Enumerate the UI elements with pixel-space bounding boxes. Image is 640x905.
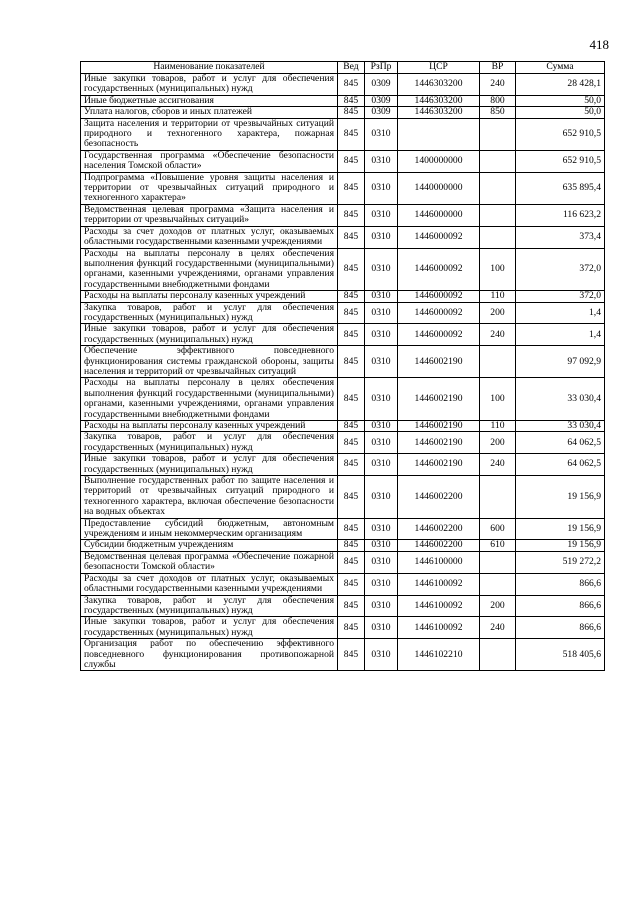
cell-csr: 1446002190 (398, 421, 480, 432)
cell-ved: 845 (338, 95, 365, 106)
cell-rzpr: 0310 (365, 118, 398, 150)
cell-csr: 1440000000 (398, 172, 480, 204)
cell-csr: 1446100092 (398, 573, 480, 595)
cell-ved: 845 (338, 204, 365, 226)
cell-name: Защита населения и территории от чрезвычайных ситуаций природного и техногенного характера, пожарная безопасность (81, 118, 338, 150)
cell-csr: 1446002190 (398, 454, 480, 476)
cell-vr: 240 (480, 454, 516, 476)
cell-name: Организация работ по обеспечению эффективного повседневного функционирования противопожарной службы (81, 639, 338, 671)
cell-vr: 200 (480, 432, 516, 454)
cell-ved: 845 (338, 226, 365, 248)
cell-name: Иные закупки товаров, работ и услуг для обеспечения государственных (муниципальных) нужд (81, 454, 338, 476)
cell-ved: 845 (338, 378, 365, 421)
cell-sum: 373,4 (516, 226, 605, 248)
cell-name: Выполнение государственных работ по защите населения и территорий от чрезвычайных ситуаций природного и техногенного характера, включая обеспечение безопасности на водных объектах (81, 476, 338, 519)
cell-ved: 845 (338, 540, 365, 551)
cell-name: Расходы на выплаты персоналу в целях обеспечения выполнения функций государственными (муниципальными) органами, казенными учреждениями, органами управления государственными внебюджетными фондами (81, 378, 338, 421)
header-vr: ВР (480, 62, 516, 74)
cell-vr: 240 (480, 617, 516, 639)
cell-sum: 19 156,9 (516, 476, 605, 519)
cell-name: Иные бюджетные ассигнования (81, 95, 338, 106)
cell-sum: 64 062,5 (516, 454, 605, 476)
cell-vr (480, 346, 516, 378)
cell-rzpr: 0309 (365, 74, 398, 96)
cell-rzpr: 0310 (365, 476, 398, 519)
cell-sum: 1,4 (516, 324, 605, 346)
cell-rzpr: 0309 (365, 107, 398, 118)
cell-vr: 240 (480, 324, 516, 346)
cell-vr: 100 (480, 248, 516, 291)
table-row (81, 595, 605, 617)
cell-vr (480, 226, 516, 248)
cell-ved: 845 (338, 573, 365, 595)
cell-ved: 845 (338, 291, 365, 302)
cell-ved: 845 (338, 454, 365, 476)
cell-csr: 1446002200 (398, 518, 480, 540)
cell-csr: 1446002190 (398, 432, 480, 454)
cell-rzpr: 0310 (365, 421, 398, 432)
cell-name: Предоставление субсидий бюджетным, автономным учреждениям и иным некоммерческим организациям (81, 518, 338, 540)
cell-ved: 845 (338, 432, 365, 454)
cell-rzpr: 0310 (365, 291, 398, 302)
header-sum: Сумма (516, 62, 605, 74)
cell-sum: 19 156,9 (516, 540, 605, 551)
cell-rzpr: 0310 (365, 248, 398, 291)
cell-ved: 845 (338, 150, 365, 172)
cell-ved: 845 (338, 346, 365, 378)
cell-vr: 200 (480, 302, 516, 324)
cell-rzpr: 0310 (365, 302, 398, 324)
cell-ved: 845 (338, 74, 365, 96)
table-row (81, 639, 605, 671)
cell-rzpr: 0310 (365, 454, 398, 476)
cell-name: Ведомственная целевая программа «Защита населения и территории от чрезвычайных ситуаций» (81, 204, 338, 226)
cell-ved: 845 (338, 172, 365, 204)
cell-name: Иные закупки товаров, работ и услуг для обеспечения государственных (муниципальных) нужд (81, 74, 338, 96)
cell-vr (480, 118, 516, 150)
table-row (81, 107, 605, 118)
cell-vr: 850 (480, 107, 516, 118)
cell-sum: 97 092,9 (516, 346, 605, 378)
cell-name: Закупка товаров, работ и услуг для обеспечения государственных (муниципальных) нужд (81, 432, 338, 454)
cell-name: Уплата налогов, сборов и иных платежей (81, 107, 338, 118)
cell-name: Подпрограмма «Повышение уровня защиты населения и территории от чрезвычайных ситуаций природного и техногенного характера» (81, 172, 338, 204)
cell-sum: 866,6 (516, 595, 605, 617)
cell-sum: 1,4 (516, 302, 605, 324)
header-csr: ЦСР (398, 62, 480, 74)
cell-vr (480, 551, 516, 573)
cell-sum: 866,6 (516, 617, 605, 639)
cell-sum: 635 895,4 (516, 172, 605, 204)
cell-rzpr: 0310 (365, 346, 398, 378)
cell-rzpr: 0310 (365, 518, 398, 540)
table-row (81, 74, 605, 96)
cell-vr: 600 (480, 518, 516, 540)
cell-vr: 800 (480, 95, 516, 106)
cell-rzpr: 0310 (365, 595, 398, 617)
cell-sum: 116 623,2 (516, 204, 605, 226)
cell-name: Расходы на выплаты персоналу в целях обеспечения выполнения функций государственными (муниципальными) органами, казенными учреждениями, органами управления государственными внебюджетными фондами (81, 248, 338, 291)
cell-csr: 1446000000 (398, 204, 480, 226)
cell-vr: 110 (480, 421, 516, 432)
header-rzpr: РзПр (365, 62, 398, 74)
cell-sum: 518 405,6 (516, 639, 605, 671)
cell-rzpr: 0310 (365, 150, 398, 172)
table-row (81, 518, 605, 540)
table-header-row (81, 62, 605, 74)
table-row (81, 302, 605, 324)
cell-rzpr: 0309 (365, 95, 398, 106)
cell-csr (398, 118, 480, 150)
cell-csr: 1446303200 (398, 74, 480, 96)
cell-csr: 1446000092 (398, 324, 480, 346)
cell-csr: 1446100092 (398, 595, 480, 617)
cell-vr (480, 172, 516, 204)
cell-name: Расходы за счет доходов от платных услуг, оказываемых областными государственными казенными учреждениями (81, 226, 338, 248)
cell-ved: 845 (338, 324, 365, 346)
cell-csr: 1446002200 (398, 476, 480, 519)
cell-csr: 1446100092 (398, 617, 480, 639)
cell-rzpr: 0310 (365, 226, 398, 248)
cell-csr: 1446002200 (398, 540, 480, 551)
cell-name: Закупка товаров, работ и услуг для обеспечения государственных (муниципальных) нужд (81, 595, 338, 617)
cell-csr: 1446002190 (398, 346, 480, 378)
table-body (81, 74, 605, 671)
table-row (81, 476, 605, 519)
table-row (81, 150, 605, 172)
cell-name: Расходы на выплаты персоналу казенных учреждений (81, 291, 338, 302)
cell-ved: 845 (338, 476, 365, 519)
cell-sum: 652 910,5 (516, 150, 605, 172)
cell-rzpr: 0310 (365, 573, 398, 595)
cell-vr (480, 573, 516, 595)
cell-csr: 1446002190 (398, 378, 480, 421)
cell-vr: 100 (480, 378, 516, 421)
budget-table (80, 61, 605, 671)
table-row (81, 573, 605, 595)
cell-vr: 610 (480, 540, 516, 551)
cell-ved: 845 (338, 595, 365, 617)
cell-ved: 845 (338, 302, 365, 324)
cell-sum: 19 156,9 (516, 518, 605, 540)
table-row (81, 291, 605, 302)
cell-name: Расходы за счет доходов от платных услуг, оказываемых областными государственными казенными учреждениями (81, 573, 338, 595)
table-row (81, 551, 605, 573)
cell-vr (480, 204, 516, 226)
table-row (81, 118, 605, 150)
cell-rzpr: 0310 (365, 551, 398, 573)
cell-rzpr: 0310 (365, 540, 398, 551)
cell-sum: 372,0 (516, 291, 605, 302)
table-row (81, 421, 605, 432)
table-row (81, 248, 605, 291)
cell-rzpr: 0310 (365, 204, 398, 226)
cell-rzpr: 0310 (365, 324, 398, 346)
table-row (81, 95, 605, 106)
table-row (81, 454, 605, 476)
cell-csr: 1400000000 (398, 150, 480, 172)
cell-rzpr: 0310 (365, 432, 398, 454)
table-row (81, 378, 605, 421)
cell-rzpr: 0310 (365, 617, 398, 639)
cell-name: Иные закупки товаров, работ и услуг для обеспечения государственных (муниципальных) нужд (81, 617, 338, 639)
cell-csr: 1446000092 (398, 248, 480, 291)
cell-sum: 28 428,1 (516, 74, 605, 96)
cell-sum: 33 030,4 (516, 378, 605, 421)
cell-sum: 50,0 (516, 95, 605, 106)
cell-rzpr: 0310 (365, 172, 398, 204)
cell-ved: 845 (338, 617, 365, 639)
cell-vr: 110 (480, 291, 516, 302)
cell-sum: 652 910,5 (516, 118, 605, 150)
header-ved: Вед (338, 62, 365, 74)
cell-sum: 866,6 (516, 573, 605, 595)
cell-sum: 64 062,5 (516, 432, 605, 454)
cell-csr: 1446303200 (398, 107, 480, 118)
cell-sum: 33 030,4 (516, 421, 605, 432)
cell-csr: 1446000092 (398, 291, 480, 302)
cell-name: Государственная программа «Обеспечение безопасности населения Томской области» (81, 150, 338, 172)
cell-csr: 1446100000 (398, 551, 480, 573)
cell-vr (480, 150, 516, 172)
cell-ved: 845 (338, 118, 365, 150)
cell-ved: 845 (338, 551, 365, 573)
cell-rzpr: 0310 (365, 639, 398, 671)
table-row (81, 346, 605, 378)
table-row (81, 324, 605, 346)
page-number: 418 (589, 37, 609, 52)
cell-vr: 200 (480, 595, 516, 617)
cell-name: Ведомственная целевая программа «Обеспечение пожарной безопасности Томской области» (81, 551, 338, 573)
cell-csr: 1446000092 (398, 302, 480, 324)
cell-vr (480, 639, 516, 671)
cell-ved: 845 (338, 518, 365, 540)
cell-rzpr: 0310 (365, 378, 398, 421)
cell-csr: 1446102210 (398, 639, 480, 671)
cell-sum: 372,0 (516, 248, 605, 291)
cell-name: Субсидии бюджетным учреждениям (81, 540, 338, 551)
table-row (81, 432, 605, 454)
cell-vr: 240 (480, 74, 516, 96)
cell-name: Расходы на выплаты персоналу казенных учреждений (81, 421, 338, 432)
cell-ved: 845 (338, 107, 365, 118)
cell-sum: 50,0 (516, 107, 605, 118)
table-row (81, 617, 605, 639)
header-name: Наименование показателей (81, 62, 338, 74)
cell-vr (480, 476, 516, 519)
cell-name: Обеспечение эффективного повседневного функционирования системы гражданской обороны, защиты населения и территорий от чрезвычайных ситуаций (81, 346, 338, 378)
cell-csr: 1446000092 (398, 226, 480, 248)
cell-csr: 1446303200 (398, 95, 480, 106)
table-row (81, 226, 605, 248)
cell-name: Закупка товаров, работ и услуг для обеспечения государственных (муниципальных) нужд (81, 302, 338, 324)
cell-ved: 845 (338, 248, 365, 291)
cell-ved: 845 (338, 639, 365, 671)
cell-ved: 845 (338, 421, 365, 432)
table-row (81, 172, 605, 204)
cell-name: Иные закупки товаров, работ и услуг для обеспечения государственных (муниципальных) нужд (81, 324, 338, 346)
cell-sum: 519 272,2 (516, 551, 605, 573)
table-row (81, 204, 605, 226)
table-row (81, 540, 605, 551)
